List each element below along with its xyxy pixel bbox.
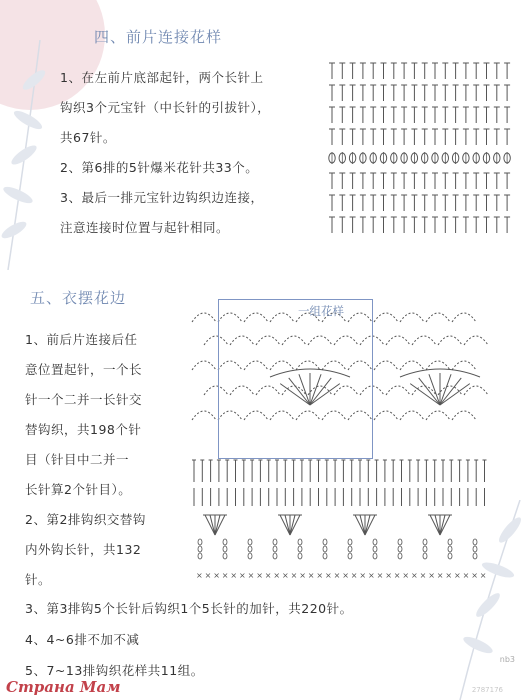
section-4-line: 共67针。 — [60, 130, 116, 145]
section-5-text — [25, 325, 146, 595]
svg-text:×: × — [419, 571, 427, 580]
pattern-repeat-label: 一组花样 — [298, 304, 344, 318]
site-watermark: Страна Мам — [6, 678, 121, 696]
front-panel-stitch-chart — [325, 55, 515, 235]
section-4-line: 钩织3个元宝针（中长针的引拔针）， — [60, 100, 271, 115]
svg-text:×: × — [316, 571, 324, 580]
svg-text:×: × — [196, 571, 203, 580]
section-5-line: 2、第2排钩织交替钩 — [25, 512, 146, 527]
section-5-line: 针一个二并一长针交 — [25, 392, 143, 407]
svg-text:×: × — [204, 571, 212, 580]
svg-text:×: × — [230, 571, 238, 580]
section-4-line: 3、最后一排元宝针边钩织边连接， — [60, 190, 264, 205]
section-5-line: 目（针目中二并一 — [25, 452, 130, 467]
svg-text:×: × — [445, 571, 453, 580]
section-5-line: 替钩织，共198个针 — [25, 422, 142, 437]
section-4-line: 注意连接时位置与起针相同。 — [60, 220, 230, 235]
section-4-line: 1、在左前片底部起针，两个长针上 — [60, 70, 264, 85]
svg-text:×: × — [213, 571, 220, 580]
svg-text:×: × — [393, 571, 401, 580]
svg-text:×: × — [282, 571, 289, 580]
svg-text:×: × — [359, 571, 367, 580]
section-4-line: 2、第6排的5针爆米花针共33个。 — [60, 160, 259, 175]
section-5-line: 1、前后片连接后任 — [25, 332, 138, 347]
pattern-repeat-box — [218, 299, 373, 459]
svg-text:×: × — [239, 571, 246, 580]
svg-text:×: × — [333, 571, 341, 580]
svg-text:×: × — [247, 571, 255, 580]
svg-text:×: × — [256, 571, 263, 580]
svg-text:×: × — [376, 571, 384, 580]
svg-text:×: × — [307, 571, 315, 580]
section-5-title: 五、衣摆花边 — [30, 289, 127, 307]
svg-text:×: × — [342, 571, 349, 580]
bottom-text — [25, 593, 353, 686]
svg-text:×: × — [299, 571, 306, 580]
svg-text:×: × — [264, 571, 272, 580]
corner-code: 2787176 — [471, 686, 503, 694]
bottom-line: 5、7~13排钩织花样共11组。 — [25, 663, 204, 678]
section-5-line: 意位置起针，一个长 — [25, 362, 143, 377]
svg-text:×: × — [436, 571, 444, 580]
section-5-line: 内外钩长针，共132 — [25, 542, 142, 557]
svg-text:×: × — [471, 571, 478, 580]
svg-text:×: × — [479, 571, 487, 580]
svg-text:×: × — [368, 571, 375, 580]
svg-text:×: × — [402, 571, 410, 580]
section-5-line: 长针算2个针目）。 — [25, 482, 132, 497]
leaf-decoration-left — [0, 40, 60, 270]
svg-text:×: × — [273, 571, 281, 580]
svg-text:×: × — [221, 571, 229, 580]
corner-badge: nb3 — [499, 655, 515, 664]
svg-text:×: × — [290, 571, 298, 580]
section-4-title: 四、前片连接花样 — [94, 28, 223, 46]
svg-text:×: × — [462, 571, 470, 580]
svg-text:×: × — [411, 571, 418, 580]
section-5-line: 针。 — [25, 572, 52, 587]
svg-text:×: × — [325, 571, 332, 580]
section-4-text — [60, 63, 270, 243]
bottom-line: 3、第3排钩5个长针后钩织1个5长针的加针，共220针。 — [25, 601, 353, 616]
svg-text:×: × — [350, 571, 358, 580]
svg-text:×: × — [385, 571, 392, 580]
svg-text:×: × — [454, 571, 461, 580]
bottom-line: 4、4~6排不加不减 — [25, 632, 140, 647]
svg-text:×: × — [428, 571, 435, 580]
